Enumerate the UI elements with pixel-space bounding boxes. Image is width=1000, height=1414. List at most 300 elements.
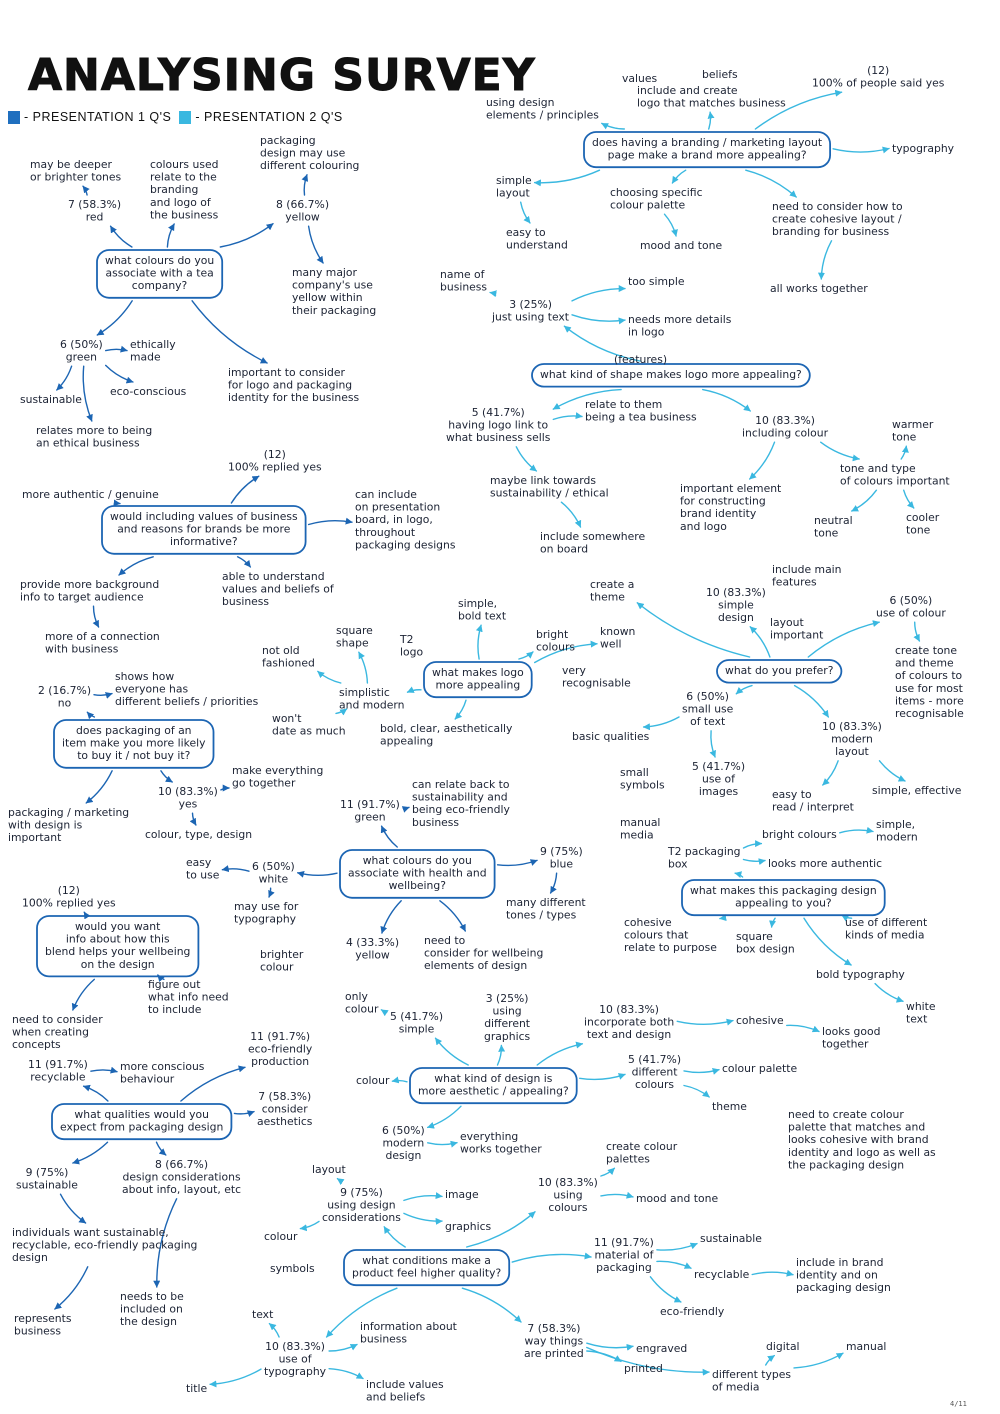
note-line: need to consider how to bbox=[772, 200, 903, 213]
note-line: made bbox=[130, 350, 161, 364]
answer-note-n65 bbox=[772, 563, 842, 589]
note-line: cooler bbox=[906, 511, 940, 524]
note-line: text bbox=[906, 1012, 928, 1026]
connector-arrow bbox=[462, 1288, 521, 1322]
connector-arrow bbox=[746, 170, 796, 197]
note-line: many major bbox=[292, 266, 357, 279]
note-line: being a tea business bbox=[585, 410, 697, 424]
question-line: does packaging of an bbox=[76, 724, 192, 737]
answer-note-n26 bbox=[12, 1013, 103, 1051]
connector-arrow bbox=[221, 788, 229, 790]
note-line: recognisable bbox=[895, 707, 964, 720]
note-line: theme bbox=[712, 1100, 747, 1113]
note-line: yes bbox=[178, 797, 198, 811]
note-line: different bbox=[484, 1017, 531, 1031]
note-line: more conscious bbox=[120, 1060, 205, 1073]
answer-note-n84 bbox=[822, 720, 882, 758]
note-line: what info need bbox=[148, 990, 229, 1004]
question-line: expect from packaging design bbox=[60, 1120, 224, 1134]
connector-arrow bbox=[161, 771, 172, 782]
connector-arrow bbox=[231, 476, 258, 503]
answer-note-n38 bbox=[702, 68, 738, 81]
connector-arrow bbox=[833, 149, 889, 153]
note-line: box bbox=[668, 857, 688, 871]
connector-arrow bbox=[118, 503, 120, 504]
note-line: to use bbox=[186, 868, 220, 882]
answer-note-n95 bbox=[260, 948, 304, 974]
note-line: need to consider bbox=[12, 1013, 103, 1026]
note-line: colour, type, design bbox=[145, 828, 253, 841]
answer-note-n124 bbox=[264, 1230, 298, 1243]
note-line: on presentation bbox=[355, 500, 441, 514]
connector-arrow bbox=[87, 712, 94, 717]
note-line: shape bbox=[336, 636, 369, 650]
note-line: typography bbox=[264, 1365, 327, 1379]
connector-arrow bbox=[750, 442, 775, 479]
note-line: important bbox=[770, 628, 824, 642]
note-line: 9 (75%) bbox=[25, 1166, 69, 1179]
note-line: media bbox=[620, 828, 654, 842]
note-line: branding bbox=[150, 183, 199, 197]
note-line: include main bbox=[772, 563, 842, 576]
connector-arrow bbox=[309, 521, 352, 525]
question-q6 bbox=[592, 136, 822, 162]
note-line: logo bbox=[400, 645, 424, 659]
note-line: use of bbox=[278, 1352, 312, 1366]
note-line: square bbox=[336, 624, 373, 637]
note-line: tone bbox=[892, 430, 917, 444]
note-line: colours bbox=[548, 1201, 588, 1215]
answer-note-n46 bbox=[640, 239, 722, 252]
note-line: images bbox=[698, 785, 739, 799]
answer-note-n52 bbox=[628, 313, 732, 339]
note-line: colours that bbox=[624, 928, 689, 942]
answer-note-n1 bbox=[30, 158, 122, 184]
note-line: and theme bbox=[895, 656, 954, 670]
answer-note-n83 bbox=[620, 766, 665, 792]
note-line: important to consider bbox=[228, 366, 345, 379]
note-line: colour bbox=[264, 1230, 298, 1243]
note-line: bold typography bbox=[816, 968, 905, 981]
question-line: what do you prefer? bbox=[725, 664, 834, 677]
note-line: include somewhere bbox=[540, 530, 646, 543]
note-line: 11 (91.7%) bbox=[28, 1058, 88, 1071]
note-line: the business bbox=[150, 208, 219, 222]
connector-arrow bbox=[736, 686, 752, 694]
answer-note-n73 bbox=[600, 625, 635, 651]
note-line: different bbox=[631, 1065, 678, 1079]
note-line: looks more authentic bbox=[768, 857, 883, 870]
connector-arrow bbox=[86, 771, 112, 803]
note-line: business bbox=[222, 595, 270, 609]
note-line: 3 (25%) bbox=[509, 298, 552, 311]
connector-arrow bbox=[657, 1244, 697, 1251]
answer-note-n86 bbox=[872, 784, 962, 797]
note-line: recyclable bbox=[694, 1268, 750, 1281]
answer-note-n140 bbox=[636, 1342, 687, 1355]
note-line: are printed bbox=[524, 1347, 584, 1361]
note-line: consider for wellbeing bbox=[424, 946, 544, 960]
question-q9 bbox=[725, 664, 833, 677]
note-line: beliefs bbox=[702, 68, 738, 81]
answer-note-n54 bbox=[446, 406, 551, 444]
answer-note-n61 bbox=[814, 514, 853, 540]
note-line: may be deeper bbox=[30, 158, 112, 171]
note-line: create colour bbox=[606, 1140, 678, 1153]
answer-note-n119 bbox=[788, 1108, 936, 1171]
note-line: needs to be bbox=[120, 1290, 184, 1303]
note-line: choosing specific bbox=[610, 186, 703, 199]
note-line: (12) bbox=[263, 448, 286, 461]
connector-arrow bbox=[84, 912, 85, 913]
note-line: colours bbox=[536, 640, 576, 654]
note-line: 5 (41.7%) bbox=[390, 1010, 444, 1023]
note-line: 6 (50%) bbox=[686, 690, 730, 703]
connector-arrow bbox=[602, 123, 625, 129]
connector-arrow bbox=[644, 717, 679, 727]
connector-arrow bbox=[384, 1227, 405, 1247]
note-line: packaging / marketing bbox=[8, 806, 130, 819]
answer-note-n43 bbox=[496, 174, 532, 200]
question-line: appealing to you? bbox=[735, 896, 832, 910]
connector-arrow bbox=[823, 761, 838, 785]
note-line: packaging designs bbox=[355, 538, 456, 552]
answer-note-n3 bbox=[260, 134, 359, 172]
note-line: cohesive bbox=[624, 916, 672, 929]
connector-arrow bbox=[298, 873, 337, 876]
note-line: recognisable bbox=[562, 676, 631, 690]
question-line: would including values of business bbox=[110, 510, 298, 523]
note-line: recyclable, eco-friendly packaging bbox=[12, 1238, 198, 1252]
question-line: informative? bbox=[170, 535, 238, 549]
answer-note-n85 bbox=[772, 788, 854, 814]
note-line: aesthetics bbox=[257, 1115, 313, 1129]
question-line: item make you more likely bbox=[62, 736, 206, 750]
answer-note-n80 bbox=[682, 690, 734, 728]
note-line: not old bbox=[262, 644, 300, 657]
note-line: all works together bbox=[770, 282, 868, 295]
answer-note-n120 bbox=[312, 1163, 346, 1176]
question-line: what makes logo bbox=[432, 666, 524, 679]
question-line: would you want bbox=[75, 920, 161, 933]
page-title: ANALYSING SURVEY bbox=[28, 50, 536, 101]
question-line: wellbeing? bbox=[388, 879, 447, 893]
connector-arrow bbox=[167, 224, 174, 247]
note-line: very bbox=[562, 664, 586, 677]
answer-note-n67 bbox=[770, 616, 823, 642]
answer-note-n122 bbox=[445, 1188, 479, 1201]
connector-arrow bbox=[821, 241, 831, 279]
answer-note-n141 bbox=[624, 1362, 663, 1375]
answer-note-n39 bbox=[637, 84, 786, 110]
note-line: business bbox=[412, 815, 460, 829]
connector-arrow bbox=[329, 1345, 357, 1352]
connector-arrow bbox=[222, 869, 249, 871]
answer-note-n100 bbox=[876, 818, 918, 844]
note-line: 9 (75%) bbox=[540, 845, 583, 858]
note-line: an ethical business bbox=[36, 436, 140, 450]
answer-note-n7 bbox=[60, 338, 103, 364]
note-line: basic qualities bbox=[572, 730, 650, 743]
note-line: 2 (16.7%) bbox=[38, 684, 92, 697]
note-line: colour palette bbox=[610, 198, 686, 212]
question-q13 bbox=[352, 1254, 501, 1280]
note-line: for constructing bbox=[680, 494, 766, 508]
note-line: relate to them bbox=[585, 398, 663, 411]
connector-arrow bbox=[119, 557, 153, 575]
note-line: neutral bbox=[814, 514, 853, 527]
note-line: warmer bbox=[892, 418, 934, 431]
note-line: white bbox=[258, 872, 289, 886]
answer-note-n98 bbox=[667, 845, 741, 871]
answer-note-n115 bbox=[722, 1062, 797, 1075]
note-line: their packaging bbox=[292, 303, 377, 317]
connector-arrow bbox=[516, 447, 536, 471]
answer-note-n11 bbox=[36, 424, 152, 450]
answer-note-n133 bbox=[796, 1256, 891, 1294]
note-line: tone bbox=[814, 526, 839, 540]
note-line: 7 (58.3%) bbox=[527, 1322, 581, 1335]
connector-arrow bbox=[106, 349, 127, 350]
note-line: different types bbox=[712, 1368, 792, 1381]
note-line: simple bbox=[496, 174, 532, 187]
note-line: can relate back to bbox=[412, 778, 510, 791]
note-line: sustainability and bbox=[412, 790, 508, 804]
answer-note-n74 bbox=[336, 624, 373, 650]
answer-note-n87 bbox=[620, 816, 660, 842]
note-line: of colours to bbox=[895, 669, 963, 683]
note-line: company's use bbox=[292, 278, 373, 292]
note-line: 8 (66.7%) bbox=[276, 198, 330, 211]
answer-note-n76 bbox=[339, 686, 404, 712]
connector-arrow bbox=[709, 112, 711, 129]
note-line: and logo of bbox=[150, 195, 211, 209]
answer-note-n41 bbox=[486, 96, 599, 122]
answer-note-n48 bbox=[770, 282, 868, 295]
note-line: printed bbox=[624, 1362, 663, 1375]
note-line: design bbox=[385, 1149, 422, 1163]
note-line: production bbox=[251, 1055, 310, 1069]
note-line: need to create colour bbox=[788, 1108, 904, 1121]
note-line: include in brand bbox=[796, 1256, 884, 1269]
question-line: what conditions make a bbox=[362, 1254, 491, 1267]
connector-arrow bbox=[91, 1070, 117, 1072]
answer-note-n78 bbox=[272, 712, 346, 738]
answer-note-n66 bbox=[706, 586, 766, 624]
answer-note-n75 bbox=[262, 644, 315, 670]
note-line: and modern bbox=[339, 698, 405, 712]
note-line: square bbox=[736, 930, 773, 943]
connector-arrow bbox=[73, 1142, 108, 1163]
note-line: items - more bbox=[895, 694, 964, 708]
note-line: typography bbox=[234, 912, 297, 926]
question-q11 bbox=[690, 884, 877, 910]
connector-arrow bbox=[735, 873, 743, 877]
note-line: using design bbox=[486, 96, 555, 109]
question-line: more aesthetic / appealing? bbox=[418, 1084, 569, 1098]
note-line: mood and tone bbox=[640, 239, 723, 252]
note-line: using bbox=[553, 1188, 583, 1202]
connector-arrow bbox=[684, 1070, 719, 1073]
connector-arrow bbox=[392, 1081, 407, 1082]
note-line: incorporate both bbox=[584, 1015, 675, 1029]
note-line: colour palette bbox=[722, 1062, 798, 1075]
connector-arrow bbox=[111, 226, 132, 247]
note-line: fashioned bbox=[262, 656, 315, 670]
note-line: (features) bbox=[614, 353, 668, 366]
answer-note-n58 bbox=[840, 462, 950, 488]
note-line: being eco-friendly bbox=[412, 803, 510, 817]
connector-arrow bbox=[192, 301, 267, 363]
answer-note-n128 bbox=[636, 1192, 718, 1205]
note-line: (12) bbox=[867, 64, 890, 77]
connector-arrow bbox=[193, 813, 196, 825]
note-line: 10 (83.3%) bbox=[158, 785, 218, 798]
note-line: 10 (83.3%) bbox=[538, 1176, 598, 1189]
question-line: blend helps your wellbeing bbox=[45, 945, 191, 959]
note-line: red bbox=[85, 210, 104, 224]
answer-note-n35 bbox=[14, 1312, 72, 1338]
note-line: provide more background bbox=[20, 578, 160, 591]
answer-note-n14 bbox=[22, 488, 159, 501]
note-line: elements / principles bbox=[486, 108, 599, 122]
note-line: make everything bbox=[232, 764, 324, 777]
note-line: 6 (50%) bbox=[60, 338, 103, 351]
note-line: including colour bbox=[742, 426, 829, 440]
note-line: the packaging design bbox=[788, 1158, 905, 1172]
note-line: concepts bbox=[12, 1038, 61, 1052]
note-line: branding for business bbox=[772, 225, 890, 239]
note-line: design considerations bbox=[122, 1170, 241, 1184]
note-line: recyclable bbox=[30, 1070, 86, 1084]
note-line: identity for the business bbox=[228, 391, 360, 405]
note-line: or brighter tones bbox=[30, 170, 122, 184]
note-line: easy to bbox=[772, 788, 812, 801]
connector-arrow bbox=[752, 1272, 793, 1275]
note-line: brand identity bbox=[680, 507, 757, 521]
legend-label-presentation-1: - PRESENTATION 1 Q'S bbox=[24, 110, 172, 124]
note-line: layout bbox=[312, 1163, 346, 1176]
connector-arrow bbox=[587, 1343, 633, 1348]
answer-note-n50 bbox=[491, 298, 569, 324]
note-line: go together bbox=[232, 776, 296, 790]
connector-arrow bbox=[269, 888, 271, 897]
note-line: can include bbox=[355, 488, 417, 501]
note-line: brighter bbox=[260, 948, 304, 961]
note-line: 100% replied yes bbox=[228, 460, 322, 474]
answer-note-n117 bbox=[382, 1124, 425, 1162]
note-line: sustainable bbox=[20, 393, 82, 406]
connector-arrow bbox=[337, 1179, 341, 1183]
connector-arrow bbox=[703, 390, 751, 411]
note-line: features bbox=[772, 575, 817, 589]
question-line: what makes this packaging design bbox=[690, 884, 877, 897]
note-line: 10 (83.3%) bbox=[265, 1340, 326, 1353]
connector-arrow bbox=[329, 1369, 363, 1379]
note-line: simple, effective bbox=[872, 784, 962, 797]
answer-note-n130 bbox=[700, 1232, 762, 1245]
answer-note-n104 bbox=[845, 916, 927, 942]
note-line: identity and logo as well as bbox=[788, 1145, 936, 1159]
note-line: 10 (83.3%) bbox=[599, 1003, 660, 1016]
note-line: business bbox=[360, 1332, 408, 1346]
note-line: colour bbox=[345, 1002, 379, 1016]
note-line: looks cohesive with brand bbox=[788, 1133, 929, 1147]
connector-arrow bbox=[220, 224, 273, 247]
note-line: only bbox=[345, 990, 368, 1003]
connector-arrow bbox=[672, 170, 685, 183]
note-line: create a bbox=[590, 578, 635, 591]
answer-note-n32 bbox=[16, 1166, 78, 1192]
answer-note-n4 bbox=[68, 198, 121, 224]
answer-note-n49 bbox=[440, 268, 487, 294]
note-line: 11 (91.7%) bbox=[340, 798, 400, 811]
answer-note-n113 bbox=[356, 1074, 390, 1087]
note-line: design bbox=[718, 611, 754, 625]
note-line: text bbox=[252, 1308, 274, 1321]
note-line: name of bbox=[440, 268, 485, 281]
note-line: sustainable bbox=[16, 1178, 78, 1192]
question-line: page make a brand more appealing? bbox=[607, 148, 807, 162]
note-line: modern bbox=[876, 830, 918, 844]
note-line: date as much bbox=[272, 724, 346, 738]
answer-note-n77 bbox=[562, 664, 631, 690]
connector-arrow bbox=[436, 1038, 469, 1065]
note-line: considerations bbox=[322, 1211, 401, 1225]
connector-arrow bbox=[309, 226, 324, 263]
answer-note-n110 bbox=[584, 1003, 674, 1041]
note-line: simple, bbox=[458, 597, 498, 610]
note-line: consider bbox=[261, 1102, 308, 1116]
question-q10 bbox=[348, 854, 487, 892]
connector-arrow bbox=[269, 1324, 279, 1337]
answer-note-n18 bbox=[45, 630, 160, 656]
answer-note-n68 bbox=[876, 594, 946, 620]
note-line: relates more to being bbox=[36, 424, 153, 437]
note-line: cohesive bbox=[736, 1014, 784, 1027]
note-line: colours used bbox=[150, 158, 219, 171]
note-line: 6 (50%) bbox=[889, 594, 933, 607]
note-line: everyone has bbox=[115, 682, 189, 696]
note-line: different beliefs / priorities bbox=[115, 695, 259, 709]
note-line: sustainability / ethical bbox=[490, 486, 609, 500]
connector-arrow bbox=[535, 170, 600, 183]
connector-arrow bbox=[551, 873, 557, 893]
answer-note-n79 bbox=[380, 722, 513, 748]
note-line: eco-friendly bbox=[248, 1042, 313, 1056]
question-line: associate with health and bbox=[348, 866, 487, 880]
note-line: (12) bbox=[57, 884, 80, 897]
question-q4 bbox=[45, 920, 190, 971]
note-line: typography bbox=[892, 142, 955, 155]
note-line: bright bbox=[536, 628, 569, 641]
answer-note-n42 bbox=[892, 142, 955, 155]
answer-note-n28 bbox=[28, 1058, 88, 1084]
connector-arrow bbox=[57, 366, 72, 390]
note-line: about info, layout, etc bbox=[122, 1183, 242, 1197]
note-line: using bbox=[492, 1004, 522, 1018]
connector-arrow bbox=[852, 490, 877, 511]
note-line: mood and tone bbox=[636, 1192, 719, 1205]
note-line: for logo and packaging bbox=[228, 378, 353, 392]
note-line: important element bbox=[680, 482, 782, 495]
connector-arrow bbox=[73, 979, 95, 1010]
note-line: using design bbox=[327, 1198, 396, 1212]
question-line: what kind of design is bbox=[434, 1072, 553, 1085]
answer-note-n131 bbox=[694, 1268, 750, 1281]
note-line: include and create bbox=[637, 84, 738, 97]
page-mark: 4/11 bbox=[950, 1400, 967, 1408]
